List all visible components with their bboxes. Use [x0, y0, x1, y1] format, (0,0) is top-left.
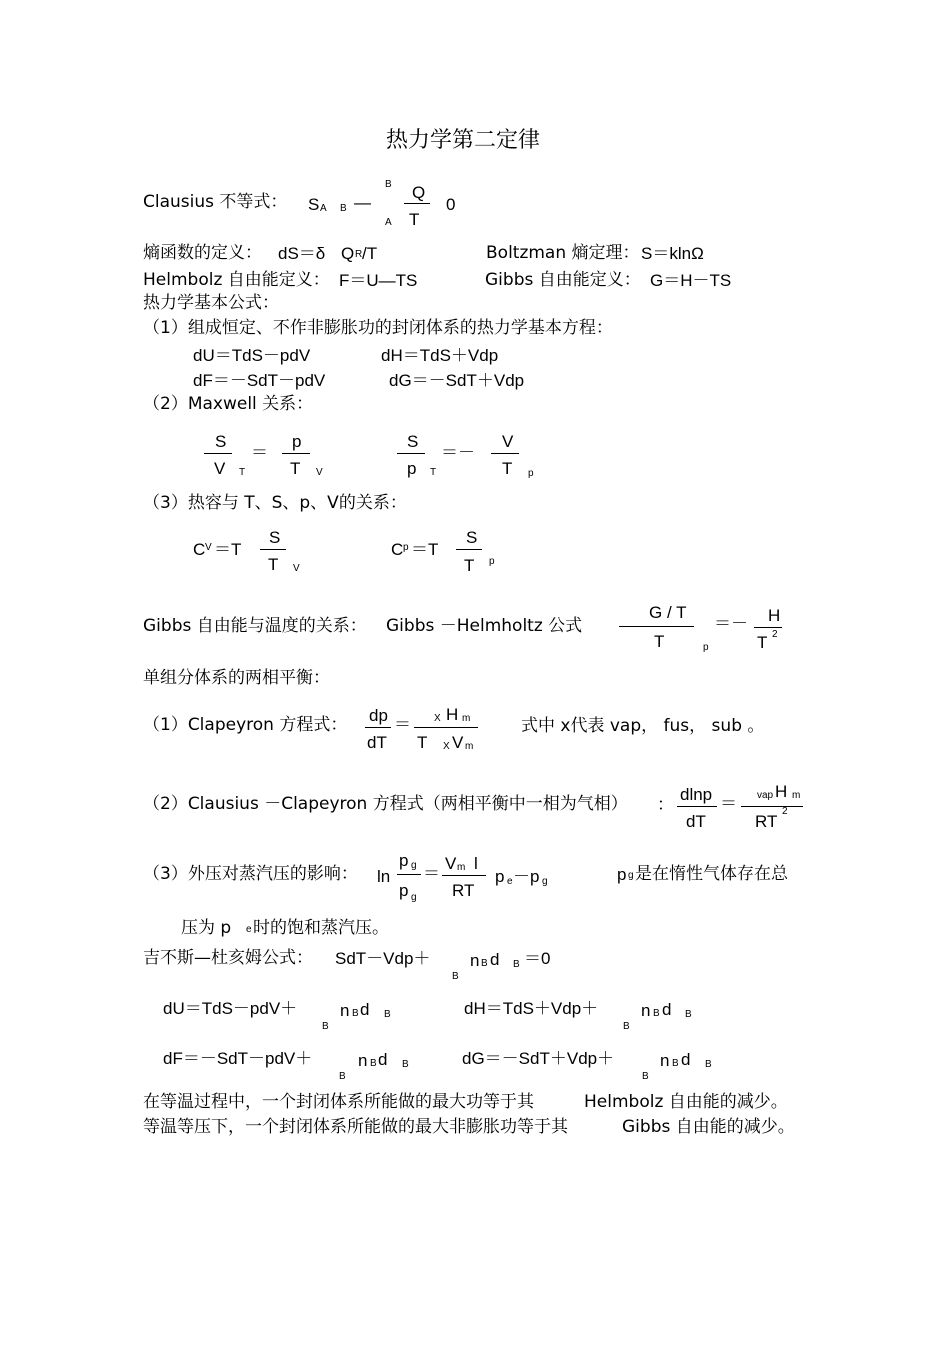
conclusion2-tail: Gibbs 自由能的减少。	[622, 1117, 795, 1137]
gh-sup: 2	[772, 629, 778, 640]
gh-rnum: H	[768, 606, 781, 625]
ext-dU: dU＝TdS－pdV＋	[163, 999, 298, 1018]
ext-dU-db: B	[384, 1009, 391, 1020]
clapeyron-label: （1）Clapeyron 方程式：	[143, 715, 348, 735]
maxwell-eq2: ＝－	[441, 443, 475, 462]
gibbs-def-label: Gibbs 自由能定义：	[485, 270, 641, 290]
helmbolz-label: Helmbolz 自由能定义：	[143, 270, 330, 290]
maxwell4-sub: p	[528, 468, 534, 479]
pressure-rbar	[442, 875, 486, 876]
pressure-note1-text: 是在惰性气体存在总	[635, 864, 788, 884]
gibbs-duhem-nb: B	[481, 958, 488, 969]
gibbs-duhem-db: B	[513, 959, 520, 970]
clapeyron-rbar	[414, 727, 478, 728]
ext-dG: dG＝－SdT＋Vdp＋	[462, 1049, 615, 1068]
ext-dF: dF＝－SdT－pdV＋	[163, 1049, 313, 1068]
ext-dH: dH＝TdS＋Vdp＋	[464, 999, 599, 1018]
cc-rbar	[741, 806, 803, 807]
cc-den: dT	[686, 812, 706, 831]
gibbs-duhem-d: d	[490, 950, 500, 969]
clapeyron-num: dp	[369, 706, 388, 725]
gh-rden: T	[757, 633, 768, 652]
helmbolz-expr: F＝U—TS	[339, 271, 418, 290]
gh-name: Gibbs －Helmholtz 公式	[386, 616, 583, 636]
gh-bar	[619, 626, 694, 627]
gibbs-duhem-n: n	[470, 951, 480, 970]
cv-outsub: V	[293, 563, 300, 574]
maxwell2-den: T	[290, 459, 301, 478]
maxwell1-num: S	[215, 432, 227, 451]
clausius-int-upper: B	[385, 179, 392, 190]
ext-dU-d: d	[360, 1000, 370, 1019]
basic-header: 热力学基本公式：	[143, 293, 279, 313]
pressure-note2-a: 压为 p	[181, 918, 232, 938]
conclusion2-text: 等温等压下，一个封闭体系所能做的最大非膨胀功等于其	[143, 1117, 568, 1137]
maxwell3-bar	[397, 453, 425, 454]
clapeyron-rnum-x: X	[434, 713, 441, 724]
ext-dG-d: d	[681, 1050, 691, 1069]
clausius-den: T	[409, 210, 420, 229]
ext-dG-db: B	[705, 1059, 712, 1070]
clapeyron-eq: ＝	[394, 715, 411, 734]
ext-dF-d: d	[378, 1050, 388, 1069]
cc-num: dlnp	[680, 785, 713, 804]
maxwell4-num: V	[502, 432, 514, 451]
boltzman-expr: S＝klnΩ	[641, 244, 704, 263]
pressure-rnum-v: V	[445, 854, 457, 873]
clapeyron-rnum-m: m	[462, 713, 471, 724]
cp-num: S	[466, 528, 478, 547]
cp-c: C	[391, 540, 404, 559]
ext-dH-n: n	[641, 1001, 651, 1020]
maxwell-eq1: ＝	[251, 443, 268, 462]
pressure-dash: －	[513, 867, 530, 886]
basic-dU: dU＝TdS－pdV	[193, 346, 311, 365]
clapeyron-rnum-h: H	[446, 705, 459, 724]
gh-num: G / T	[649, 603, 687, 622]
ext-dU-n: n	[340, 1001, 350, 1020]
ext-dG-n: n	[660, 1051, 670, 1070]
clapeyron-rden-t: T	[417, 733, 428, 752]
pressure-pe-e: e	[507, 876, 513, 887]
maxwell3-den: p	[407, 459, 417, 478]
basic1-header: （1）组成恒定、不作非膨胀功的封闭体系的热力学基本方程：	[143, 318, 613, 338]
entropy-def-expr: dS＝δ	[278, 244, 326, 263]
cc-rnum-vap: vap	[757, 790, 774, 801]
clapeyron-note: 式中 x代表 vap， fus， sub 。	[521, 716, 765, 736]
maxwell1-sub: T	[239, 467, 246, 478]
gh-den: T	[654, 632, 665, 651]
cv-c: C	[193, 540, 206, 559]
cc-sup: 2	[782, 806, 788, 817]
cc-rnum-m: m	[792, 790, 801, 801]
cp-outsub: p	[489, 556, 495, 567]
maxwell2-sub: V	[316, 467, 323, 478]
clausius-sub-b: B	[340, 203, 347, 214]
heatcap-header: （3）热容与 T、S、p、V的关系：	[143, 493, 407, 513]
cv-den: T	[268, 555, 279, 574]
maxwell2-bar	[282, 453, 310, 454]
pressure-pg-p: p	[530, 867, 540, 886]
cc-bar	[677, 806, 717, 807]
clapeyron-rden-v: V	[452, 733, 464, 752]
clausius-int-lower: A	[385, 217, 392, 228]
cv-num: S	[269, 528, 281, 547]
gibbs-duhem-end: ＝0	[524, 949, 551, 968]
cc-label: （2）Clausius －Clapeyron 方程式（两相平衡中一相为气相）	[143, 794, 628, 814]
ext-dG-nb: B	[672, 1058, 679, 1069]
cc-rnum-h: H	[775, 782, 788, 801]
ext-dF-sum-b: B	[339, 1071, 346, 1082]
ext-dU-nb: B	[352, 1008, 359, 1019]
maxwell2-num: p	[292, 432, 302, 451]
pressure-den-p: p	[399, 881, 409, 900]
gh-sub: p	[703, 642, 709, 653]
clausius-label: Clausius 不等式：	[143, 192, 288, 212]
maxwell1-bar	[204, 453, 232, 454]
conclusion1-tail: Helmbolz 自由能的减少。	[584, 1092, 788, 1112]
gh-label: Gibbs 自由能与温度的关系：	[143, 616, 367, 636]
conclusion1-text: 在等温过程中，一个封闭体系所能做的最大功等于其	[143, 1092, 534, 1112]
clausius-minus: —	[354, 193, 371, 212]
gibbs-duhem-sum-b: B	[452, 971, 459, 982]
maxwell4-bar	[491, 453, 519, 454]
basic-dG: dG＝－SdT＋Vdp	[389, 371, 525, 390]
clausius-sub-a: A	[320, 203, 327, 214]
pressure-ln: ln	[377, 867, 391, 886]
clapeyron-rden-m: m	[465, 741, 474, 752]
pressure-label: （3）外压对蒸汽压的影响：	[143, 864, 358, 884]
pressure-rden: RT	[452, 881, 475, 900]
maxwell3-num: S	[407, 432, 419, 451]
maxwell3-sub: T	[430, 467, 437, 478]
clapeyron-bar	[365, 727, 391, 728]
clausius-frac-bar	[404, 203, 430, 204]
clapeyron-rden-x: X	[443, 741, 450, 752]
pressure-note1-g: g	[628, 870, 634, 881]
cv-eq: ＝T	[214, 540, 242, 559]
ext-dG-sum-b: B	[642, 1071, 649, 1082]
clausius-zero: 0	[446, 195, 456, 214]
ext-dH-d: d	[662, 1000, 672, 1019]
pressure-rnum-m: m	[457, 862, 466, 873]
clausius-num: Q	[412, 183, 426, 202]
gibbs-duhem-label: 吉不斯—杜亥姆公式：	[143, 948, 313, 968]
cv-sub: V	[205, 542, 212, 553]
cp-den: T	[464, 556, 475, 575]
pressure-num-g: g	[411, 860, 417, 871]
cc-colon: ：	[657, 795, 674, 814]
ext-dH-sum-b: B	[623, 1021, 630, 1032]
maxwell4-den: T	[502, 459, 513, 478]
cc-rden: RT	[755, 812, 778, 831]
cv-bar	[260, 549, 286, 550]
pressure-num-p: p	[399, 851, 409, 870]
gh-eq: ＝－	[714, 614, 748, 633]
ext-dF-db: B	[402, 1059, 409, 1070]
entropy-def-label: 熵函数的定义：	[143, 243, 262, 263]
cp-eq: ＝T	[411, 540, 439, 559]
maxwell-header: （2）Maxwell 关系：	[143, 394, 314, 414]
gibbs-def-expr: G＝H－TS	[650, 271, 732, 290]
pressure-pg-g: g	[542, 876, 548, 887]
cp-sub: p	[403, 542, 409, 553]
cc-eq: ＝	[720, 794, 737, 813]
ext-dF-n: n	[358, 1051, 368, 1070]
pressure-note2-e: e	[246, 924, 252, 935]
pressure-rnum-l: l	[474, 854, 478, 873]
page-title: 热力学第二定律	[386, 128, 541, 153]
ext-dH-nb: B	[653, 1008, 660, 1019]
ext-dH-db: B	[685, 1009, 692, 1020]
clapeyron-den: dT	[367, 733, 387, 752]
gh-rbar	[754, 627, 782, 628]
cp-bar	[456, 549, 482, 550]
pressure-note1-p: p	[617, 865, 627, 884]
basic-dH: dH＝TdS＋Vdp	[381, 346, 499, 365]
ext-dF-nb: B	[370, 1058, 377, 1069]
maxwell1-den: V	[214, 459, 226, 478]
entropy-def-q: Q	[341, 244, 355, 263]
pressure-pe-p: p	[495, 867, 505, 886]
boltzman-label: Boltzman 熵定理：	[486, 243, 640, 263]
clausius-lhs: S	[308, 195, 320, 214]
entropy-def-r: R	[355, 249, 363, 260]
gibbs-duhem-expr: SdT－Vdp＋	[335, 949, 431, 968]
ext-dU-sum-b: B	[322, 1021, 329, 1032]
twophase-header: 单组分体系的两相平衡：	[143, 668, 330, 688]
pressure-note2-b: 时的饱和蒸汽压。	[253, 918, 389, 938]
basic-dF: dF＝－SdT－pdV	[193, 371, 326, 390]
entropy-def-slash-t: /T	[362, 244, 378, 263]
pressure-eq: ＝	[423, 864, 440, 883]
pressure-den-g: g	[411, 892, 417, 903]
pressure-bar	[397, 874, 421, 875]
